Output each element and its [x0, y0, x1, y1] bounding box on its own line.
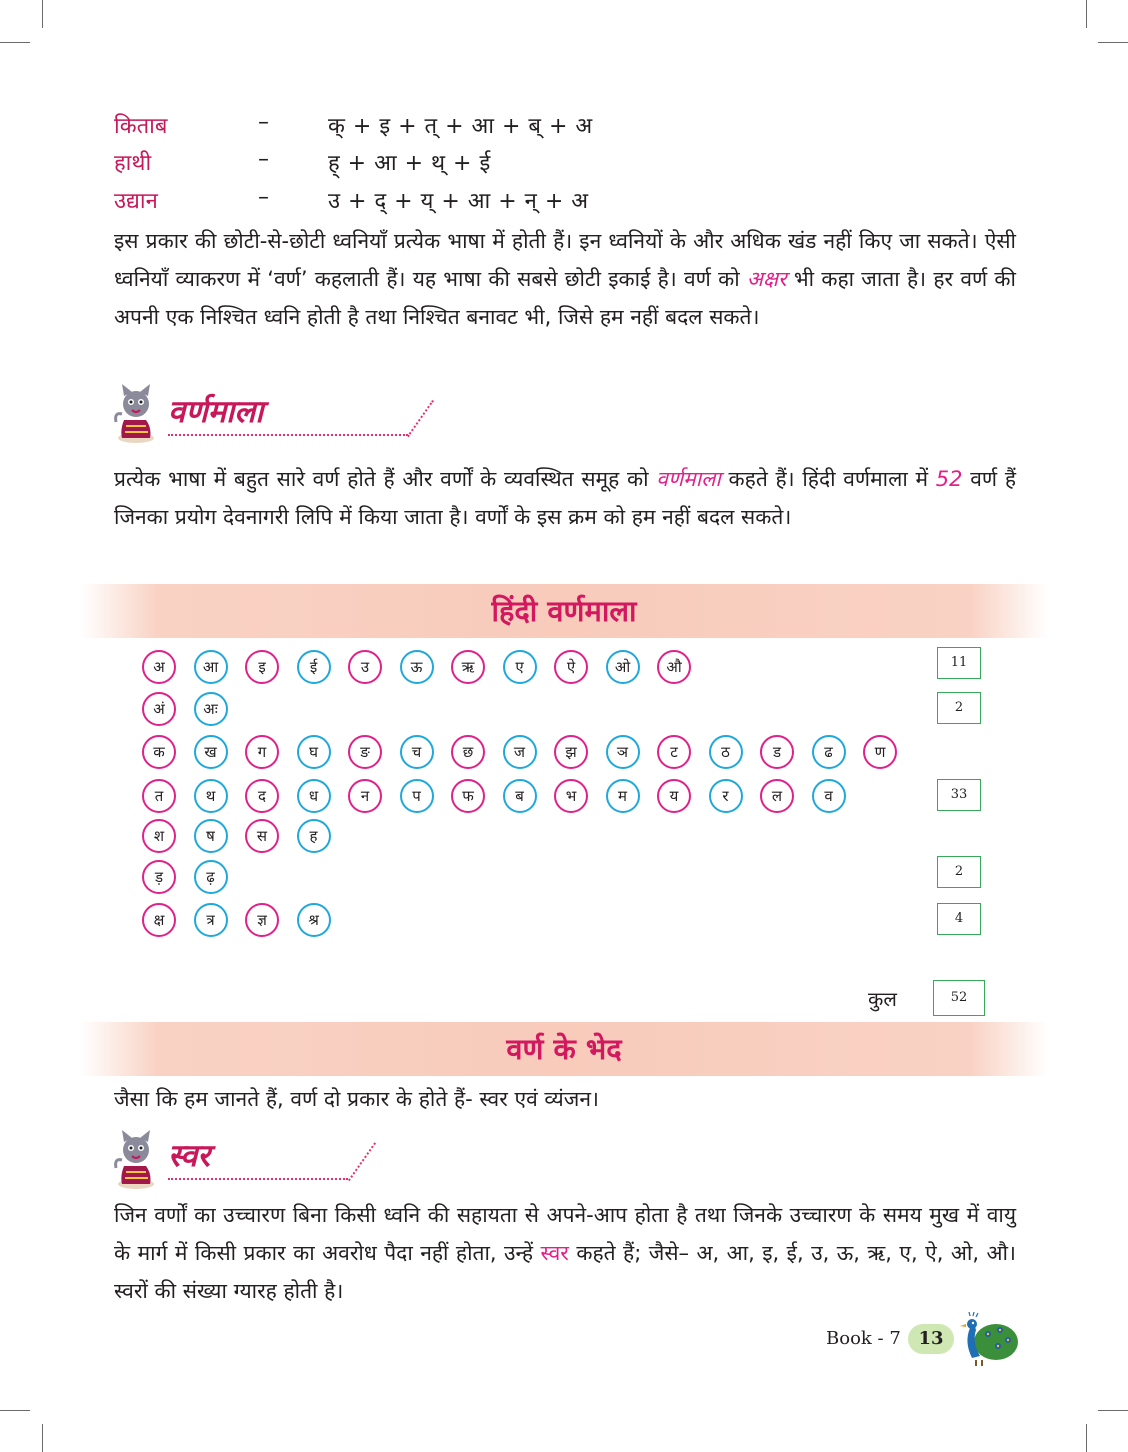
alphabet-letter: ए: [503, 650, 537, 684]
alphabet-letter: ठ: [709, 735, 743, 769]
alphabet-letter: फ: [451, 779, 485, 813]
alphabet-letter: घ: [297, 735, 331, 769]
count-box: 2: [937, 692, 981, 724]
alphabet-letter: छ: [451, 735, 485, 769]
example-split: क् + इ + त् + आ + ब् + अ: [328, 114, 593, 139]
alphabet-letter: श्र: [297, 903, 331, 937]
alphabet-letter: र: [709, 779, 743, 813]
alphabet-letter: त्र: [194, 903, 228, 937]
title-band: [80, 584, 1048, 638]
paragraph-text: जिन वर्णों का उच्चारण बिना किसी ध्वनि की सहायता से अपने-आप होता है तथा जिनके उच्चारण के समय मुख में वायु के मार्ग में किसी प्रकार का अवरोध पैदा नहीं होता, उन्हें: [114, 1203, 1016, 1265]
crop-mark: [0, 42, 30, 43]
alphabet-table-title: हिंदी वर्णमाला: [491, 594, 637, 628]
alphabet-letter: ध: [297, 779, 331, 813]
alphabet-letter: च: [400, 735, 434, 769]
alphabet-letter: ऐ: [554, 650, 588, 684]
highlight-swar: स्वर: [540, 1241, 569, 1265]
alphabet-letter: औ: [657, 650, 691, 684]
alphabet-letter: व: [812, 779, 846, 813]
alphabet-letter: ल: [760, 779, 794, 813]
crop-mark: [42, 0, 43, 28]
alphabet-letter: द: [245, 779, 279, 813]
alphabet-letter: य: [657, 779, 691, 813]
crop-mark: [0, 1410, 30, 1411]
alphabet-letter: त: [142, 779, 176, 813]
count-box: 11: [937, 647, 981, 679]
alphabet-letter: अं: [142, 692, 176, 726]
heading-title: वर्णमाला: [168, 394, 264, 430]
alphabet-letter: इ: [245, 650, 279, 684]
cat-mascot-icon: [112, 1128, 162, 1192]
example-dash: –: [258, 147, 269, 172]
heading-underline: [168, 434, 408, 436]
alphabet-letter: क: [142, 735, 176, 769]
varna-bhed-paragraph: जैसा कि हम जानते हैं, वर्ण दो प्रकार के होते हैं- स्वर एवं व्यंजन।: [114, 1087, 599, 1111]
highlight-52: 52: [935, 467, 963, 491]
example-dash: –: [258, 185, 269, 210]
alphabet-letter: ओ: [606, 650, 640, 684]
alphabet-letter: ण: [863, 735, 897, 769]
count-box: 33: [937, 779, 981, 811]
alphabet-letter: अः: [194, 692, 228, 726]
title-band: [80, 1022, 1048, 1076]
example-split: उ + द् + य् + आ + न् + अ: [328, 189, 589, 214]
total-box: 52: [933, 980, 985, 1016]
intro-text: इस प्रकार की छोटी-से-छोटी ध्वनियाँ प्रत्येक भाषा में होती हैं। इन ध्वनियों के और अधिक खंड नहीं किए जा सकते। ऐसी ध्वनियाँ व्याकरण में ‘वर्ण’ कहलाती हैं। यह भाषा की सबसे छोटी इकाई है। वर्ण को: [114, 229, 1016, 291]
paragraph-text: कहते हैं। हिंदी वर्णमाला में: [720, 467, 936, 491]
cat-mascot-icon: [112, 382, 162, 446]
alphabet-letter: ट: [657, 735, 691, 769]
alphabet-letter: ज्ञ: [245, 903, 279, 937]
alphabet-letter: ङ: [348, 735, 382, 769]
example-dash: –: [258, 110, 269, 135]
alphabet-letter: श: [142, 819, 176, 853]
alphabet-letter: ञ: [606, 735, 640, 769]
highlight-akshar: अक्षर: [746, 267, 787, 291]
alphabet-letter: ढ़: [194, 860, 228, 894]
peacock-icon: [954, 1312, 1020, 1368]
alphabet-letter: प: [400, 779, 434, 813]
alphabet-letter: ढ: [812, 735, 846, 769]
example-word: उद्यान: [114, 189, 158, 214]
alphabet-letter: उ: [348, 650, 382, 684]
crop-mark: [42, 1424, 43, 1452]
section-heading-varnamala: [112, 382, 372, 446]
alphabet-letter: ई: [297, 650, 331, 684]
crop-mark: [1098, 1410, 1128, 1411]
alphabet-letter: ऊ: [400, 650, 434, 684]
heading-underline: [168, 1178, 348, 1180]
heading-title: स्वर: [168, 1138, 210, 1174]
example-split: ह् + आ + थ् + ई: [328, 151, 491, 176]
paragraph-text: प्रत्येक भाषा में बहुत सारे वर्ण होते हैं और वर्णों के व्यवस्थित समूह को: [114, 467, 657, 491]
paragraph-text: वर्ण हैं जिनका प्रयोग देवनागरी लिपि में किया जाता है। वर्णों के इस क्रम को हम नहीं बदल सकते।: [114, 467, 1016, 529]
section-heading-swar: [112, 1128, 312, 1192]
heading-slash: [348, 1142, 378, 1182]
swar-paragraph: [114, 1196, 1016, 1310]
alphabet-letter: ख: [194, 735, 228, 769]
book-label: Book - 7: [826, 1328, 901, 1349]
alphabet-letter: थ: [194, 779, 228, 813]
varnamala-paragraph: [114, 460, 1016, 536]
highlight-varnamala: वर्णमाला: [656, 467, 721, 491]
alphabet-letter: ड़: [142, 860, 176, 894]
alphabet-letter: न: [348, 779, 382, 813]
crop-mark: [1086, 0, 1087, 28]
alphabet-letter: म: [606, 779, 640, 813]
alphabet-letter: ज: [503, 735, 537, 769]
example-word: किताब: [114, 114, 168, 139]
alphabet-letter: ड: [760, 735, 794, 769]
example-word: हाथी: [114, 151, 152, 176]
alphabet-letter: ष: [194, 819, 228, 853]
heading-slash: [407, 400, 436, 438]
alphabet-letter: ग: [245, 735, 279, 769]
total-label: कुल: [868, 987, 897, 1011]
alphabet-letter: ब: [503, 779, 537, 813]
crop-mark: [1086, 1424, 1087, 1452]
varna-bhed-title: वर्ण के भेद: [506, 1032, 622, 1066]
intro-text: भी कहा जाता है। हर वर्ण की अपनी एक निश्चित ध्वनि होती है तथा निश्चित बनावट भी, जिसे हम नहीं बदल सकते।: [114, 267, 1016, 329]
alphabet-letter: ऋ: [451, 650, 485, 684]
alphabet-letter: स: [245, 819, 279, 853]
alphabet-letter: भ: [554, 779, 588, 813]
count-box: 2: [937, 856, 981, 888]
paragraph-text: कहते हैं; जैसे– अ, आ, इ, ई, उ, ऊ, ऋ, ए, ऐ, ओ, औ। स्वरों की संख्या ग्यारह होती है।: [114, 1241, 1016, 1303]
crop-mark: [1098, 42, 1128, 43]
intro-paragraph: [114, 222, 1016, 336]
alphabet-letter: क्ष: [142, 903, 176, 937]
alphabet-letter: ह: [297, 819, 331, 853]
alphabet-letter: आ: [194, 650, 228, 684]
alphabet-letter: अ: [142, 650, 176, 684]
alphabet-letter: झ: [554, 735, 588, 769]
count-box: 4: [937, 903, 981, 935]
page-number: 13: [908, 1324, 954, 1354]
